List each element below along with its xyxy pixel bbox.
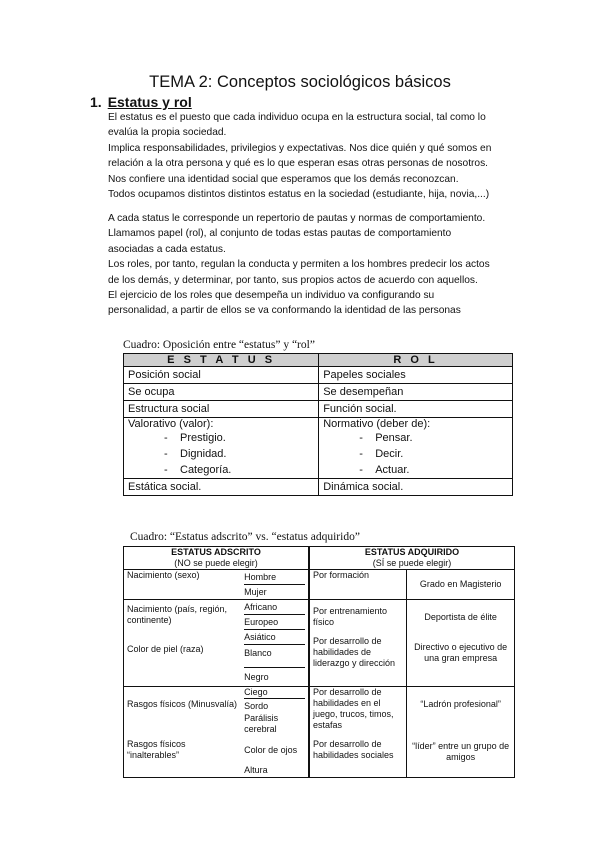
table-cell: Dinámica social.	[319, 479, 513, 496]
table-cell: Estática social.	[124, 479, 319, 496]
text-line: asociadas a cada estatus.	[108, 243, 226, 255]
table-cell: Deportista de élite Directivo o ejecutivo de una gran empresa	[407, 600, 515, 687]
table-cell: Hombre Mujer	[241, 570, 309, 600]
text-line: evalúa la propia sociedad.	[108, 127, 227, 139]
table2-caption: Cuadro: “Estatus adscrito” vs. “estatus adquirido”	[130, 531, 360, 543]
paragraph-estatus	[108, 110, 528, 202]
list-item: - Actuar.	[359, 464, 410, 476]
table-row	[124, 401, 513, 418]
table-cell	[319, 418, 513, 479]
table-cell: Por formación	[309, 570, 407, 600]
table-row	[124, 418, 513, 479]
table-cell: Ciego Sordo Parálisis cerebral Color de ojos Altura	[241, 687, 309, 778]
text-line: relación a la otra persona y qué es lo que esperan esas otras personas de nosotros.	[108, 158, 489, 170]
table-cell	[124, 418, 319, 479]
table-row	[124, 687, 515, 778]
adquirido-header: ESTATUS ADQUIRIDO (SÍ se puede elegir)	[309, 547, 515, 570]
text-line: Los roles, por tanto, regulan la conducta y permiten a los hombres predecir los actos	[108, 259, 490, 271]
table-row	[124, 384, 513, 401]
section-heading	[90, 94, 192, 110]
section-title: Estatus y rol	[107, 94, 192, 110]
table-cell: Se desempeñan	[319, 384, 513, 401]
text-line: Implica responsabilidades, privilegios y expectativas. Nos dice quién y qué somos en	[108, 142, 492, 154]
list-item: - Categoría.	[164, 464, 232, 476]
table-cell: Se ocupa	[124, 384, 319, 401]
table-cell: “Ladrón profesional” “líder” entre un grupo de amigos	[407, 687, 515, 778]
table-cell: Función social.	[319, 401, 513, 418]
table-cell: Estructura social	[124, 401, 319, 418]
table-cell: Por desarrollo de habilidades en el juego, trucos, timos, estafas Por desarrollo de habilidades sociales	[309, 687, 407, 778]
table-cell: Por entrenamiento físico Por desarrollo de habilidades de liderazgo y dirección	[309, 600, 407, 687]
table-row	[124, 600, 515, 687]
table-row	[124, 570, 515, 600]
text-line: El ejercicio de los roles que desempeña un individuo va configurando su	[108, 290, 435, 302]
page-title: TEMA 2: Conceptos sociológicos básicos	[149, 73, 451, 91]
text-line: El estatus es el puesto que cada individuo ocupa en la estructura social, tal como lo	[108, 112, 486, 123]
table-cell: Nacimiento (país, región, continente) Color de piel (raza)	[124, 600, 242, 687]
adscrito-adquirido-table	[123, 546, 515, 778]
table-cell: Posición social	[124, 367, 319, 384]
table-header: R O L	[319, 354, 513, 367]
list-item: - Pensar.	[359, 432, 413, 444]
table-cell: Nacimiento (sexo)	[124, 570, 242, 600]
cell-label: Valorativo (valor):	[128, 418, 214, 430]
list-item: - Prestigio.	[164, 432, 226, 444]
list-item: - Dignidad.	[164, 448, 227, 460]
table-cell: Africano Europeo Asiático Blanco Negro	[241, 600, 309, 687]
table-cell: Grado en Magisterio	[407, 570, 515, 600]
table-cell: Rasgos físicos (Minusvalía) Rasgos físicos “inalterables”	[124, 687, 242, 778]
text-line: A cada status le corresponde un repertorio de pautas y normas de comportamiento.	[108, 213, 486, 224]
table-cell: Papeles sociales	[319, 367, 513, 384]
table-row	[124, 479, 513, 496]
text-line: Todos ocupamos distintos distintos estatus en la sociedad (estudiante, hija, novia,...)	[108, 189, 490, 201]
text-line: Llamamos papel (rol), al conjunto de todas estas pautas de comportamiento	[108, 228, 452, 240]
text-line: Nos confiere una identidad social que esperamos que los demás reconozcan.	[108, 173, 459, 185]
text-line: personalidad, a partir de ellos se va conformando la identidad de las personas	[108, 305, 461, 317]
section-number: 1.	[90, 94, 102, 110]
table1-caption: Cuadro: Oposición entre “estatus” y “rol”	[123, 339, 315, 351]
estatus-rol-table	[123, 353, 513, 496]
table-header: E S T A T U S	[124, 354, 319, 367]
text-line: de los demás, y determinar, por tanto, sus propios actos de acuerdo con aquellos.	[108, 274, 478, 286]
cell-label: Normativo (deber de):	[323, 418, 431, 430]
list-item: - Decir.	[359, 448, 404, 460]
table-row	[124, 367, 513, 384]
paragraph-rol	[108, 211, 528, 319]
adscrito-header: ESTATUS ADSCRITO (NO se puede elegir)	[124, 547, 310, 570]
